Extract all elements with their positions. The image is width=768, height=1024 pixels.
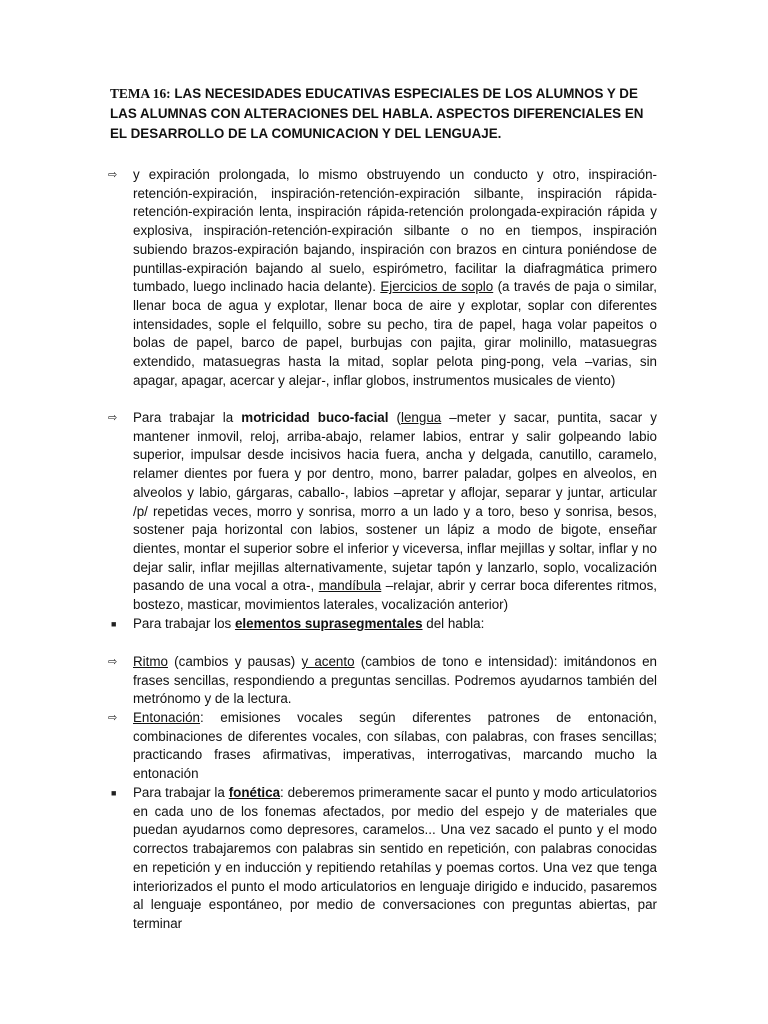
paragraph-breathing <box>133 166 657 390</box>
arrow-bullet-icon: ⇨ <box>108 656 118 668</box>
text-run: Para trabajar la <box>133 785 229 800</box>
text-run: y expiración prolongada, lo mismo obstruyendo un conducto y otro, inspiración-retención-expiración, inspiración-retención-expiración silbante, inspiración rápida-retención-expiración lenta, inspiración rápida-retención prolongada-expiración rápida y explosiva, inspiración-retención-expiración silbante o no en tiempos, inspiración subiendo brazos-expiración bajando, inspiración con brazos en cintura poniéndose de puntillas-expiración bajando al suelo, espirómetro, facilitar la diafragmática primero tumbado, luego inclinado hacia delante). <box>133 167 657 295</box>
fonetica-label: fonética <box>228 785 281 800</box>
acento-label: y acento <box>301 654 355 669</box>
text-run: del habla: <box>422 616 485 631</box>
motricidad-label: motricidad buco-facial <box>241 410 389 425</box>
arrow-bullet-icon: ⇨ <box>108 412 118 424</box>
square-bullet-icon: ■ <box>111 619 117 629</box>
text-run: (a través de paja o similar, llenar boca de agua y explotar, llenar boca de aire y explotar, soplar con diferentes intensidades, sople el felquillo, sobre su pecho, tira de papel, haga volar papeitos o bolas de papel, barco de papel, burbujas con pajita, girar molinillo, matasuegras extendido, matasuegras hasta la mitad, soplar pelota ping-pong, vela –varias, sin apagar, apagar, acercar y alejar-, inflar globos, instrumentos musicales de viento) <box>133 279 657 388</box>
title-prefix: TEMA 16: <box>110 86 171 101</box>
suprasegmentales-label: elementos suprasegmentales <box>234 616 423 631</box>
text-run: ( <box>388 410 401 425</box>
paragraph-entonacion <box>133 709 657 784</box>
paragraph-motricidad <box>133 409 657 615</box>
text-run: : deberemos primeramente sacar el punto y modo articulatorios en cada uno de los fonemas afectados, por medio del espejo y de materiales que puedan ayudarnos como depresores, caramelos... Una vez sacado el punto y el modo correctos trabajaremos con palabras sin sentido en repetición, con palabras conocidas en repetición y en inducción y repitiendo retahílas y poemas cortos. Una vez que tenga interiorizados el punto el modo articulatorios en lenguaje dirigido e inducido, pasaremos al lenguaje espontáneo, por medio de conversaciones con preguntas abiertas, par terminar <box>133 785 657 931</box>
arrow-bullet-icon: ⇨ <box>108 712 118 724</box>
paragraph-fonetica <box>133 784 657 934</box>
document-title <box>110 84 655 144</box>
paragraph-ritmo <box>133 653 657 709</box>
mandibula-label: mandíbula <box>318 578 382 594</box>
text-run: : emisiones vocales según diferentes patrones de entonación, combinaciones de diferentes vocales, con sílabas, con palabras, con frases sencillas; practicando frases afirmativas, imperativas, interrogativas, marcando mucho la entonación <box>133 710 657 782</box>
text-run: (cambios de tono e intensidad): imitándonos en frases sencillas, respondiendo a preguntas sencillas. Podremos ayudarnos también del metrónomo y de la lectura. <box>133 654 658 707</box>
text-run: (cambios y pausas) <box>167 654 302 669</box>
text-run: –relajar, abrir y cerrar boca diferentes ritmos, bostezo, masticar, movimientos laterales, vocalización anterior) <box>133 578 657 613</box>
entonacion-label: Entonación <box>133 710 201 725</box>
paragraph-suprasegmentales <box>133 615 657 634</box>
arrow-bullet-icon: ⇨ <box>108 169 118 181</box>
text-run: Para trabajar los <box>133 616 235 631</box>
ejercicios-soplo-label: Ejercicios de soplo <box>380 279 494 295</box>
text-run: Para trabajar la <box>133 410 242 425</box>
title-text: LAS NECESIDADES EDUCATIVAS ESPECIALES DE LOS ALUMNOS Y DE LAS ALUMNAS CON ALTERACIONES DEL HABLA. ASPECTOS DIFERENCIALES EN EL DESARROLLO DE LA COMUNICACION Y DEL LENGUAJE. <box>110 86 644 141</box>
square-bullet-icon: ■ <box>111 788 117 798</box>
lengua-label: lengua <box>401 410 442 425</box>
ritmo-label: Ritmo <box>133 654 168 669</box>
text-run: –meter y sacar, puntita, sacar y mantener inmovil, reloj, arriba-abajo, relamer labios, entrar y salir golpeando labio superior, impulsar desde incisivos hacia fuera, ancha y delgada, canutillo, caramelo, relamer dientes por fuera y por dentro, mono, barrer paladar, golpes en alveolos, en alveolos y labio, gárgaras, caballo-, labios –apretar y aflojar, separar y juntar, articular /p/ repetidas veces, morro y sonrisa, morro a un lado y a toro, beso y sonrisa, besos, sostener paja horizontal con labios, sostener un lápiz a modo de bigote, enseñar dientes, montar el superior sobre el inferior y viceversa, inflar mejillas y soltar, inflar y no dejar salir, inflar mejillas alternativamente, sujetar tapón y lanzarlo, soplo, vocalización pasando de una vocal a otra-, <box>133 410 657 594</box>
